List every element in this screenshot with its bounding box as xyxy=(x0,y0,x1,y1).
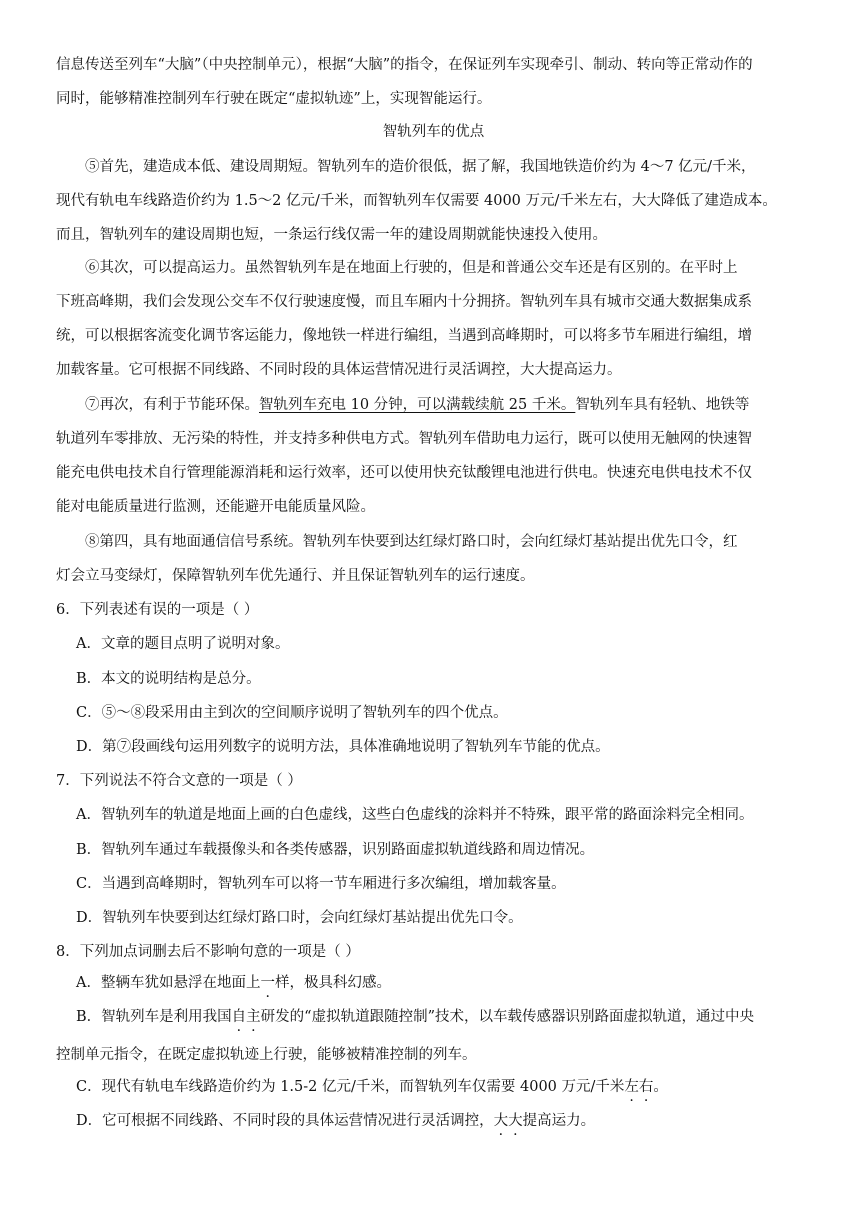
dotted-char: 自 xyxy=(231,1009,247,1025)
paragraph-6-line-4: 加载客量。它可根据不同线路、不同时段的具体运营情况进行灵活调控，大大提高运力。 xyxy=(56,362,622,378)
question-6-option-b: B．本文的说明结构是总分。 xyxy=(76,671,261,687)
passage-intro-line-1: 信息传送至列车“大脑”（中央控制单元），根据“大脑”的指令，在保证列车实现牵引、制动、转向等正常动作的 xyxy=(56,57,753,73)
option-b-text: B．智轨列车是利用我国 xyxy=(76,1009,232,1025)
dotted-char: 左 xyxy=(624,1079,639,1095)
paragraph-6-line-3: 统，可以根据客流变化调节客运能力，像地铁一样进行编组，当遇到高峰期时，可以将多节车厢进行编组，增 xyxy=(56,328,752,344)
option-a-text-end: 样，极具科幻感。 xyxy=(274,975,391,991)
question-7-option-d: D．智轨列车快要到达红绿灯路口时，会向红绿灯基站提出优先口令。 xyxy=(76,910,523,926)
paragraph-8-line-1: ⑧第四，具有地面通信信号系统。智轨列车快要到达红绿灯路口时，会向红绿灯基站提出优先口令，红 xyxy=(85,534,738,550)
question-6-stem: 6．下列表述有误的一项是（ ） xyxy=(56,602,259,618)
paragraph-5-line-3: 而且，智轨列车的建设周期也短，一条运行线仅需一年的建设周期就能快速投入使用。 xyxy=(56,227,607,243)
paragraph-5-line-2: 现代有轨电车线路造价约为 1.5～2 亿元/千米，而智轨列车仅需要 4000 万元/千米左右，大大降低了建造成本。 xyxy=(56,193,777,209)
option-b-text-end: 研发的“虚拟轨道跟随控制”技术，以车载传感器识别路面虚拟轨道，通过中央 xyxy=(260,1009,754,1025)
paragraph-5-line-1: ⑤首先，建造成本低、建设周期短。智轨列车的造价很低，据了解，我国地铁造价约为 4～7 亿元/千米， xyxy=(85,159,756,175)
dotted-char: 主 xyxy=(246,1009,261,1025)
paragraph-6-line-2: 下班高峰期，我们会发现公交车不仅行驶速度慢，而且车厢内十分拥挤。智轨列车具有城市交通大数据集成系 xyxy=(56,294,752,310)
dotted-char: 右 xyxy=(638,1079,654,1095)
question-6-option-c: C．⑤～⑧段采用由主到次的空间顺序说明了智轨列车的四个优点。 xyxy=(76,705,508,721)
question-7-option-b: B．智轨列车通过车载摄像头和各类传感器，识别路面虚拟轨道线路和周边情况。 xyxy=(76,842,595,858)
question-7-option-a: A．智轨列车的轨道是地面上画的白色虚线，这些白色虚线的涂料并不特殊，跟平常的路面涂料完全相同。 xyxy=(76,807,754,823)
question-8-option-d xyxy=(76,1111,595,1131)
paragraph-6-line-1: ⑥其次，可以提高运力。虽然智轨列车是在地面上行驶的，但是和普通公交车还是有区别的。在平时上 xyxy=(85,260,738,276)
question-8-option-b-line-2: 控制单元指令，在既定虚拟轨迹上行驶，能够被精准控制的列车。 xyxy=(56,1047,477,1063)
dotted-word: 一 xyxy=(260,975,275,991)
question-6-option-a: A．文章的题目点明了说明对象。 xyxy=(76,636,290,652)
passage-intro-line-2: 同时，能够精准控制列车行驶在既定“虚拟轨迹”上，实现智能运行。 xyxy=(56,91,492,107)
option-d-text-end: 提高运力。 xyxy=(522,1113,596,1129)
paragraph-7-line-3: 能充电供电技术自行管理能源消耗和运行效率，还可以使用快充钛酸锂电池进行供电。快速充电供电技术不仅 xyxy=(56,465,752,481)
option-c-text-end: 。 xyxy=(653,1079,668,1095)
option-d-text: D．它可根据不同线路、不同时段的具体运营情况进行灵活调控， xyxy=(76,1113,494,1129)
paragraph-7-line-4: 能对电能质量进行监测，还能避开电能质量风险。 xyxy=(56,499,375,515)
dotted-char: 大 xyxy=(493,1113,509,1129)
option-a-text: A．整辆车犹如悬浮在地面上 xyxy=(76,975,261,991)
underlined-sentence: 智轨列车充电 10 分钟，可以满载续航 25 千米。 xyxy=(259,397,576,413)
dotted-char: 大 xyxy=(508,1113,523,1129)
question-8-option-b-line-1 xyxy=(76,1007,754,1027)
paragraph-7-line-1 xyxy=(85,395,749,415)
paragraph-7-line-2: 轨道列车零排放、无污染的特性，并支持多种供电方式。智轨列车借助电力运行，既可以使用无触网的快速智 xyxy=(56,431,752,447)
question-6-option-d: D．第⑦段画线句运用列数字的说明方法，具体准确地说明了智轨列车节能的优点。 xyxy=(76,739,610,755)
paragraph-7-lead: ⑦再次，有利于节能环保。 xyxy=(85,397,259,413)
section-heading: 智轨列车的优点 xyxy=(382,124,485,140)
question-7-option-c: C．当遇到高峰期时，智轨列车可以将一节车厢进行多次编组，增加载客量。 xyxy=(76,876,566,892)
question-8-option-c xyxy=(76,1077,668,1097)
question-8-option-a xyxy=(76,973,391,993)
paragraph-7-tail: 智轨列车具有轻轨、地铁等 xyxy=(575,397,750,413)
paragraph-8-line-2: 灯会立马变绿灯，保障智轨列车优先通行、并且保证智轨列车的运行速度。 xyxy=(56,568,535,584)
option-c-text: C．现代有轨电车线路造价约为 1.5-2 亿元/千米，而智轨列车仅需要 4000 万元/千米 xyxy=(76,1079,625,1095)
question-8-stem: 8．下列加点词删去后不影响句意的一项是（ ） xyxy=(56,944,360,960)
question-7-stem: 7．下列说法不符合文意的一项是（ ） xyxy=(56,773,302,789)
